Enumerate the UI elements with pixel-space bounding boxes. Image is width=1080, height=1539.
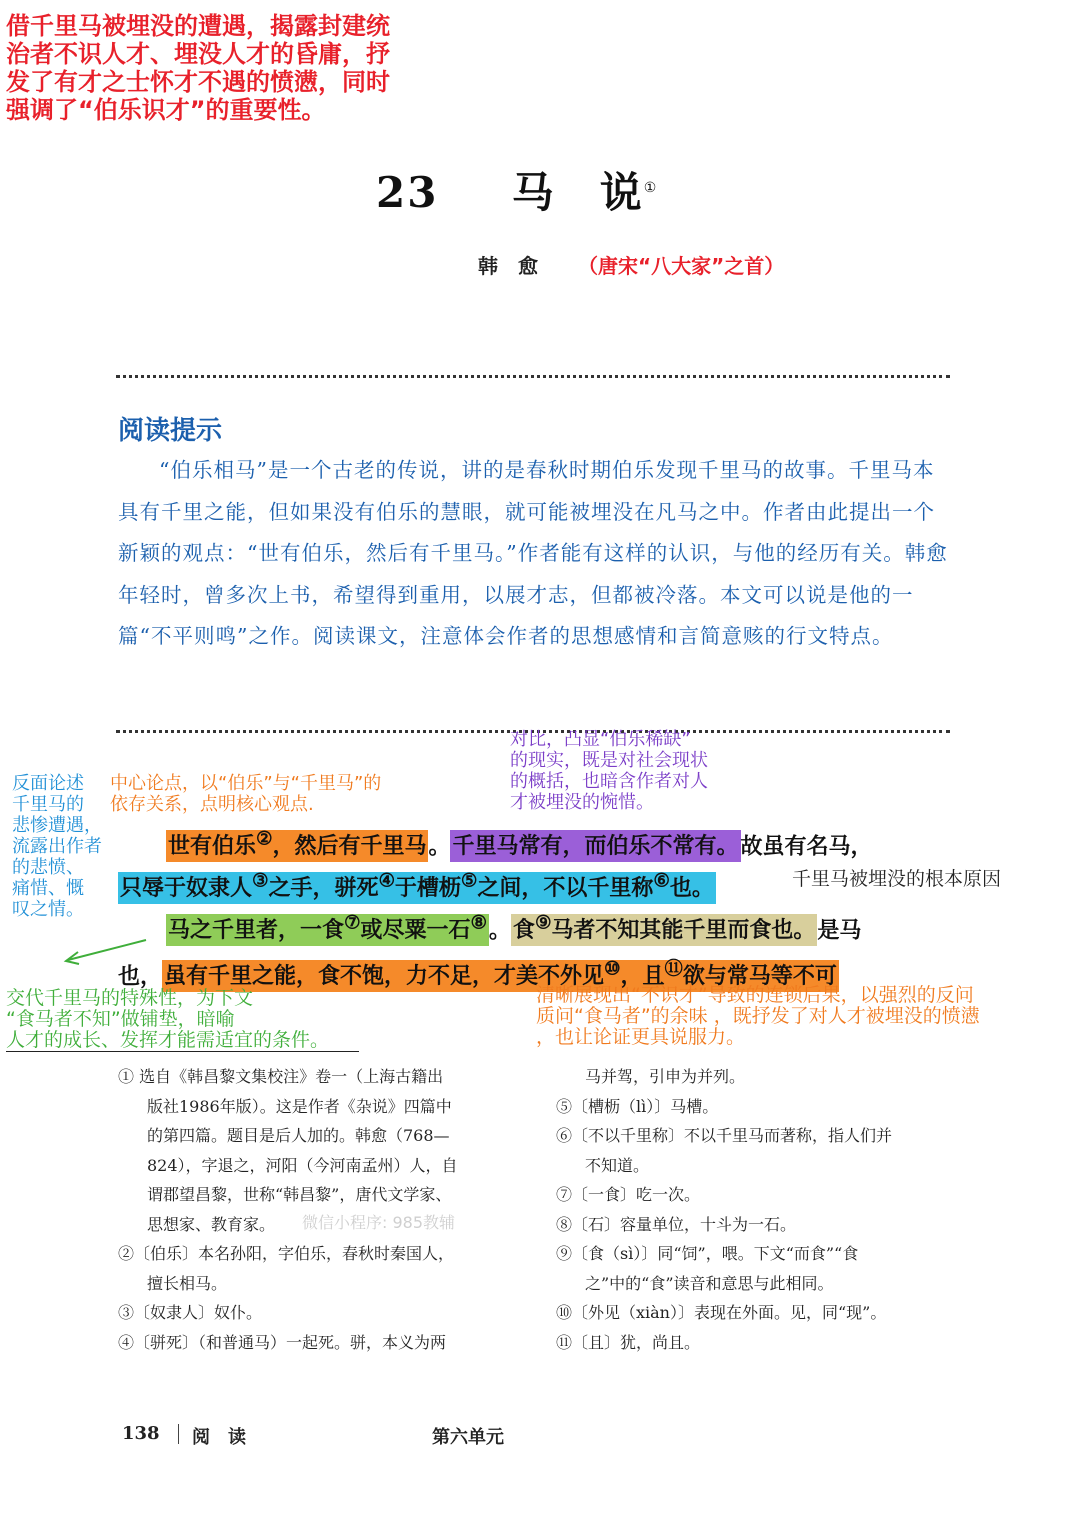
footnote: ⑤〔槽枥（lì）〕马槽。 [556, 1096, 719, 1116]
footnote: 824），字退之，河阳（今河南孟州）人，自 [147, 1155, 458, 1175]
text-span: 。 [488, 917, 511, 944]
annotation-consequence [536, 985, 980, 1048]
highlight-special-nature [166, 914, 489, 946]
footnote: 擅长相马。 [147, 1273, 228, 1293]
highlight-central-argument [166, 830, 428, 862]
footnote-mark: ⑤ [460, 871, 478, 892]
annotation-line: 的现实，既是对社会现状 [510, 750, 708, 771]
lesson-number: 23 [376, 168, 439, 217]
footer-unit: 第六单元 [432, 1427, 504, 1448]
annotation-special-nature [6, 988, 359, 1052]
top-annotation-line: 治者不识人才、埋没人才的昏庸，抒 [6, 40, 390, 68]
annotation-line: 流露出作者 [12, 836, 102, 857]
annotation-line: 中心论点，以“伯乐”与“千里马”的 [110, 773, 382, 794]
footnote: ③〔奴隶人〕奴仆。 [118, 1303, 263, 1322]
annotation-line: 悲惨遭遇， [12, 815, 102, 836]
reading-tip-paragraph: “伯乐相马”是一个古老的传说，讲的是春秋时期伯乐发现千里马的故事。千里马本具有千里之能，但如果没有伯乐的慧眼，就可能被埋没在凡马之中。作者由此提出一个新颖的观点：“世有伯乐，然后有千里马。”作者能有这样的认识，与他的经历有关。韩愈年轻时，曾多次上书，希望得到重用，以展才志，但都被冷落。本文可以说是他的一篇“不平则鸣”之作。阅读课文，注意体会作者的思想感情和言简意赅的行文特点。 [118, 458, 948, 648]
author-name: 韩 愈 [478, 254, 538, 278]
annotation-line: 叹之情。 [12, 899, 84, 920]
annotation-line: ，也让论证更具说服力。 [536, 1026, 746, 1048]
footnote: ⑦〔一食〕吃一次。 [556, 1185, 701, 1204]
text-span: 也。 [669, 875, 714, 902]
page-number: 138 [122, 1423, 160, 1444]
text-span: ，且 [620, 963, 665, 990]
highlight-root-cause [118, 872, 716, 904]
footnote-mark: ⑥ [653, 871, 670, 892]
text-span: 世有伯乐 [168, 833, 257, 860]
top-annotation-line: 借千里马被埋没的遭遇，揭露封建统 [6, 12, 390, 40]
lesson-name: 马 说 [511, 168, 644, 217]
footnote: 马并驾，引申为并列。 [585, 1067, 746, 1086]
text-span: 马者不知其能千里而食也。 [551, 917, 816, 944]
text-span: 欲与常马等不可 [682, 963, 837, 990]
text-span: 食 [512, 917, 535, 944]
annotation-contrast [510, 729, 708, 813]
footnote: ⑨〔食（sì）〕同“饲”，喂。下文“而食”“食 [556, 1244, 859, 1263]
footnotes-right-column [556, 1062, 976, 1357]
annotation-line: 清晰展现出“不识才”导致的连锁后果，以强烈的反问 [536, 984, 974, 1006]
footnote: 的第四篇。题目是后人加的。韩愈（768— [147, 1126, 450, 1145]
main-text-line-3 [166, 913, 861, 944]
text-span: ，然后有千里马 [272, 833, 427, 860]
watermark: 微信小程序: 985教辅 [302, 1213, 456, 1232]
footnote-mark: ⑨ [534, 913, 552, 934]
footnote: 之”中的“食”读音和意思与此相同。 [585, 1273, 834, 1293]
footnote-mark: ⑪ [664, 959, 683, 980]
annotation-line: 人才的成长、发挥才能需适宜的条件。 [6, 1030, 359, 1052]
highlight-feeder-ignorance [511, 914, 817, 946]
footnote-mark: ⑦ [344, 913, 361, 934]
reading-tip-heading: 阅读提示 [118, 416, 223, 446]
footer-section: 阅 读 [192, 1427, 246, 1448]
annotation-root-cause: 千里马被埋没的根本原因 [792, 868, 1002, 890]
footnote: 版社1986年版）。这是作者《杂说》四篇中 [147, 1096, 452, 1116]
annotation-line: 对比，凸显“伯乐稀缺” [510, 729, 691, 750]
annotation-line: 依存关系，点明核心观点. [110, 794, 314, 815]
title-footnote-mark: ① [643, 180, 659, 196]
annotation-line: 千里马的 [12, 794, 84, 815]
top-annotation-line: 强调了“伯乐识才”的重要性。 [6, 96, 326, 124]
text-span: 马之千里者，一食 [168, 917, 345, 944]
annotation-line: 交代千里马的特殊性，为下文 [6, 987, 254, 1009]
annotation-central-argument [110, 773, 381, 815]
footnote-mark: ⑩ [604, 959, 621, 980]
top-annotation-line: 发了有才之士怀才不遇的愤懑，同时 [6, 68, 390, 96]
text-span: 虽有千里之能，食不饱，力不足，才美不外见 [164, 963, 605, 990]
footnote: ④〔骈死〕（和普通马）一起死。骈，本义为两 [118, 1332, 447, 1352]
footnote: ⑪〔且〕犹，尚且。 [556, 1332, 701, 1352]
highlight-contrast: 千里马常有，而伯乐不常有。 [450, 830, 740, 862]
footnote: ⑧〔石〕容量单位，十斗为一石。 [556, 1214, 797, 1234]
footnote-mark: ③ [252, 871, 269, 892]
annotation-line: 反面论述 [12, 773, 84, 794]
dotted-divider-top [116, 375, 950, 378]
footnote: ②〔伯乐〕本名孙阳，字伯乐，春秋时秦国人， [118, 1244, 455, 1263]
footnote: ⑥〔不以千里称〕不以千里马而著称，指人们并 [556, 1126, 893, 1145]
footnote: 不知道。 [585, 1155, 650, 1175]
footnote-mark: ⑧ [470, 913, 487, 934]
main-text-line-1 [166, 829, 873, 860]
text-span: 或尽粟一石 [360, 917, 471, 944]
footnote: ⑩〔外见（xiàn）〕表现在外面。见，同“现”。 [556, 1303, 887, 1322]
top-annotation [6, 12, 446, 124]
annotation-line: “食马者不知”做铺垫，暗喻 [6, 1008, 235, 1030]
footnote: 谓郡望昌黎，世称“韩昌黎”，唐代文学家、 [147, 1185, 452, 1204]
annotation-line: 的概括，也暗含作者对人 [510, 771, 708, 792]
footnote-mark: ② [256, 829, 273, 850]
footnote: ① 选自《韩昌黎文集校注》卷一（上海古籍出 [118, 1067, 444, 1086]
main-text-line-2 [118, 871, 716, 902]
annotation-line: 的悲愤、 [12, 857, 84, 878]
text-span: 于槽枥 [394, 875, 461, 902]
annotation-line: 才被埋没的惋惜。 [510, 792, 654, 813]
footer-divider [178, 1424, 179, 1444]
text-span: 。 [428, 833, 451, 860]
text-span: 也， [118, 963, 163, 990]
author-annotation: （唐宋“八大家”之首） [578, 254, 785, 278]
footnote-mark: ④ [378, 871, 395, 892]
text-span: 是马 [817, 917, 862, 944]
text-span: 只辱于奴隶人 [120, 875, 253, 902]
annotation-line: 质问“食马者”的余味 ，既抒发了对人才被埋没的愤懑 [536, 1005, 980, 1027]
lesson-title [376, 160, 658, 220]
annotation-left-blue [12, 773, 102, 920]
text-span: 之手，骈死 [268, 875, 379, 902]
footnote: 思想家、教育家。 [147, 1214, 276, 1234]
text-span: 之间，不以千里称 [477, 875, 654, 902]
annotation-line: 痛惜、慨 [12, 878, 84, 899]
text-span: 故虽有名马， [740, 833, 873, 860]
